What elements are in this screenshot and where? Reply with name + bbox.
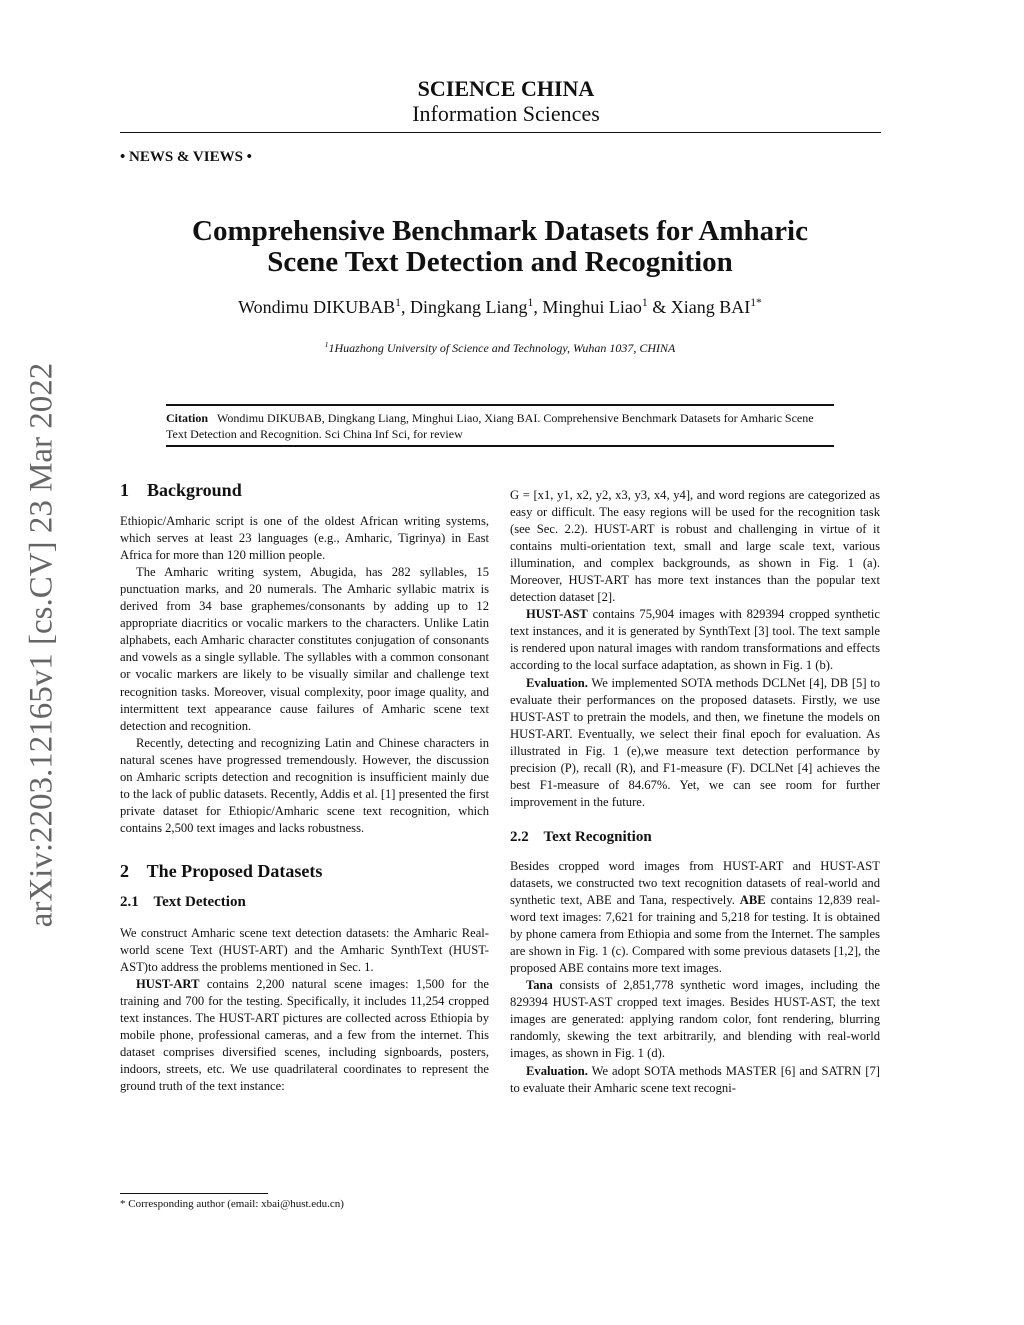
author: Xiang BAI [670, 297, 751, 317]
footnote: * Corresponding author (email: xbai@hust.edu.cn) [120, 1198, 344, 1210]
journal-subtitle: Information Sciences [412, 101, 600, 126]
paragraph-text: contains 2,200 natural scene images: 1,500 for the training and 700 for the testing. Specifically, it includes 11,254 cropped text instances. The HUST-ART pictures are collected across Ethiopia by mobile phone, professional cameras, and a few from the internet. This dataset comprises diversified scenes, including signboards, posters, indoors, streets, etc. We use quadrilateral coordinates to represent the ground truth of the text instance: [120, 977, 489, 1094]
paragraph-text: contains 12,839 real-word text images: 7,621 for training and 5,218 for testing. It is obtained by phone camera from Ethiopia and some from the Internet. The samples are shown in Fig. 1 (c). Compared with some previous datasets [1,2], the proposed ABE contains more text images. [510, 893, 880, 976]
citation-rule-top [166, 404, 834, 406]
author: Wondimu DIKUBAB [238, 297, 396, 317]
citation-box [166, 410, 834, 442]
paragraph [510, 977, 880, 1062]
title-line: Comprehensive Benchmark Datasets for Amharic [192, 215, 808, 247]
paragraph-text: We adopt SOTA methods MASTER [6] and SATRN [7] to evaluate their Amharic scene text recogni- [510, 1063, 880, 1095]
paragraph [510, 1063, 880, 1097]
sep: , [533, 297, 543, 317]
term: Evaluation. [526, 675, 588, 690]
paragraph: Ethiopic/Amharic script is one of the oldest African writing systems, which serves at least 23 languages (e.g., Amharic, Tigrinya) in East Africa for more than 120 million people. [120, 514, 489, 563]
author-sup: 1 [527, 296, 534, 309]
section-heading: 2 The Proposed Datasets [120, 860, 323, 881]
sep: & [647, 297, 671, 317]
paragraph-text: contains 75,904 images with 829394 cropped synthetic text instances, and it is generated by SynthText [3] tool. The text sample is rendered upon natural images with random transformations and effects according to the local surface adaptation, as shown in Fig. 1 (b). [510, 607, 880, 673]
term: HUST-ART [136, 977, 200, 992]
paragraph: G = [x1, y1, x2, y2, x3, y3, x4, y4], and word regions are categorized as easy or difficult. The easy regions will be used for the recognition task (see Sec. 2.2). HUST-ART is robust and challenging in virtue of it contains multi-orientation text, small and large scale text, various illumination, and complex backgrounds, as shown in Fig. 1 (a). Moreover, HUST-ART has more text instances than the popular text detection dataset [2]. [510, 488, 880, 605]
subsection-heading: 2.1 Text Detection [120, 893, 246, 910]
citation-text: Wondimu DIKUBAB, Dingkang Liang, Minghui Liao, Xiang BAI. Comprehensive Benchmark Datasets for Amharic Scene Text Detection and Recognition. Sci China Inf Sci, for review [166, 411, 814, 441]
paragraph [510, 858, 880, 977]
paragraph: The Amharic writing system, Abugida, has 282 syllables, 15 punctuation marks, and 20 numerals. The Amharic syllabic matrix is derived from 34 base graphemes/consonants by adding up to 12 appropriate diacritics or vocalic markers to the characters. Unlike Latin alphabets, each Amharic character constitutes conjugation of consonants and vowels as a single syllable. The syllables with a common consonant or vocalic markers are likely to be visually similar and challenge text recognition tasks. Moreover, visual complexity, poor image quality, and intermittent text appearance cause failures of Amharic scene text detection and recognition. [120, 565, 489, 733]
title-line: Scene Text Detection and Recognition [267, 246, 733, 278]
author-sup: 1 [395, 296, 402, 309]
term: HUST-AST [526, 607, 588, 622]
paragraph [510, 606, 880, 674]
subsection-heading: 2.2 Text Recognition [510, 828, 652, 845]
paragraph: Recently, detecting and recognizing Latin and Chinese characters in natural scenes have progressed tremendously. However, the discussion on Amharic scripts detection and recognition is insufficient mainly due to the lack of public datasets. Recently, Addis et al. [1] presented the first private dataset for Ethiopic/Amharic scene text recognition, which contains 2,500 text images and lacks robustness. [120, 735, 489, 835]
affiliation [100, 340, 900, 356]
author: Minghui Liao [542, 297, 642, 317]
paragraph [120, 976, 489, 1095]
sep: , [401, 297, 411, 317]
arxiv-stamp: arXiv:2203.12165v1 [cs.CV] 23 Mar 2022 [23, 362, 60, 928]
affil-sup: 1 [324, 340, 329, 349]
citation-rule-bottom [166, 445, 834, 447]
author: Dingkang Liang [410, 297, 528, 317]
term: ABE [739, 893, 766, 908]
author-sup: 1 [641, 296, 648, 309]
paper-title [100, 216, 900, 278]
author-sup: 1* [750, 296, 762, 309]
citation-label: Citation [166, 411, 208, 425]
paragraph-text: We implemented SOTA methods DCLNet [4], DB [5] to evaluate their performances on the proposed datasets. Firstly, we use HUST-AST to pretrain the models, and then, we finetune the models on HUST-ART. Eventually, we select their final epoch for evaluation. As illustrated in Fig. 1 (e),we measure text detection performance by precision (P), recall (R), and F1-measure (F). DCLNet [4] achieves the best F1-measure of 84.67%. Yet, we can see room for further improvement in the future. [510, 675, 880, 809]
paragraph: We construct Amharic scene text detection datasets: the Amharic Real-world scene Text (HUST-ART) and the Amharic SynthText (HUST-AST)to address the problems mentioned in Sec. 1. [120, 926, 489, 975]
paragraph-text: consists of 2,851,778 synthetic word images, including the 829394 HUST-AST cropped text images. Besides HUST-AST, the text images are generated: applying random color, font rendering, blurring randomly, skewing the text arbitrarily, and blending with real-world images, as shown in Fig. 1 (d). [510, 978, 880, 1061]
journal-name: SCIENCE CHINA [417, 76, 595, 101]
section-heading: 1 Background [120, 480, 242, 500]
paragraph-text: Besides cropped word images from HUST-ART and HUST-AST datasets, we constructed two text recognition datasets of real-world and synthetic text, ABE and Tana, respectively. [510, 858, 880, 908]
footnote-rule [120, 1193, 268, 1194]
header-rule [120, 132, 881, 133]
paragraph [510, 675, 880, 811]
left-column [120, 482, 489, 1096]
affil-text: 1Huazhong University of Science and Technology, Wuhan 1037, CHINA [328, 341, 676, 355]
author-list [100, 296, 900, 318]
right-column [510, 487, 880, 1097]
term: Evaluation. [526, 1063, 588, 1078]
term: Tana [526, 978, 553, 993]
section-label: • NEWS & VIEWS • [120, 149, 252, 165]
